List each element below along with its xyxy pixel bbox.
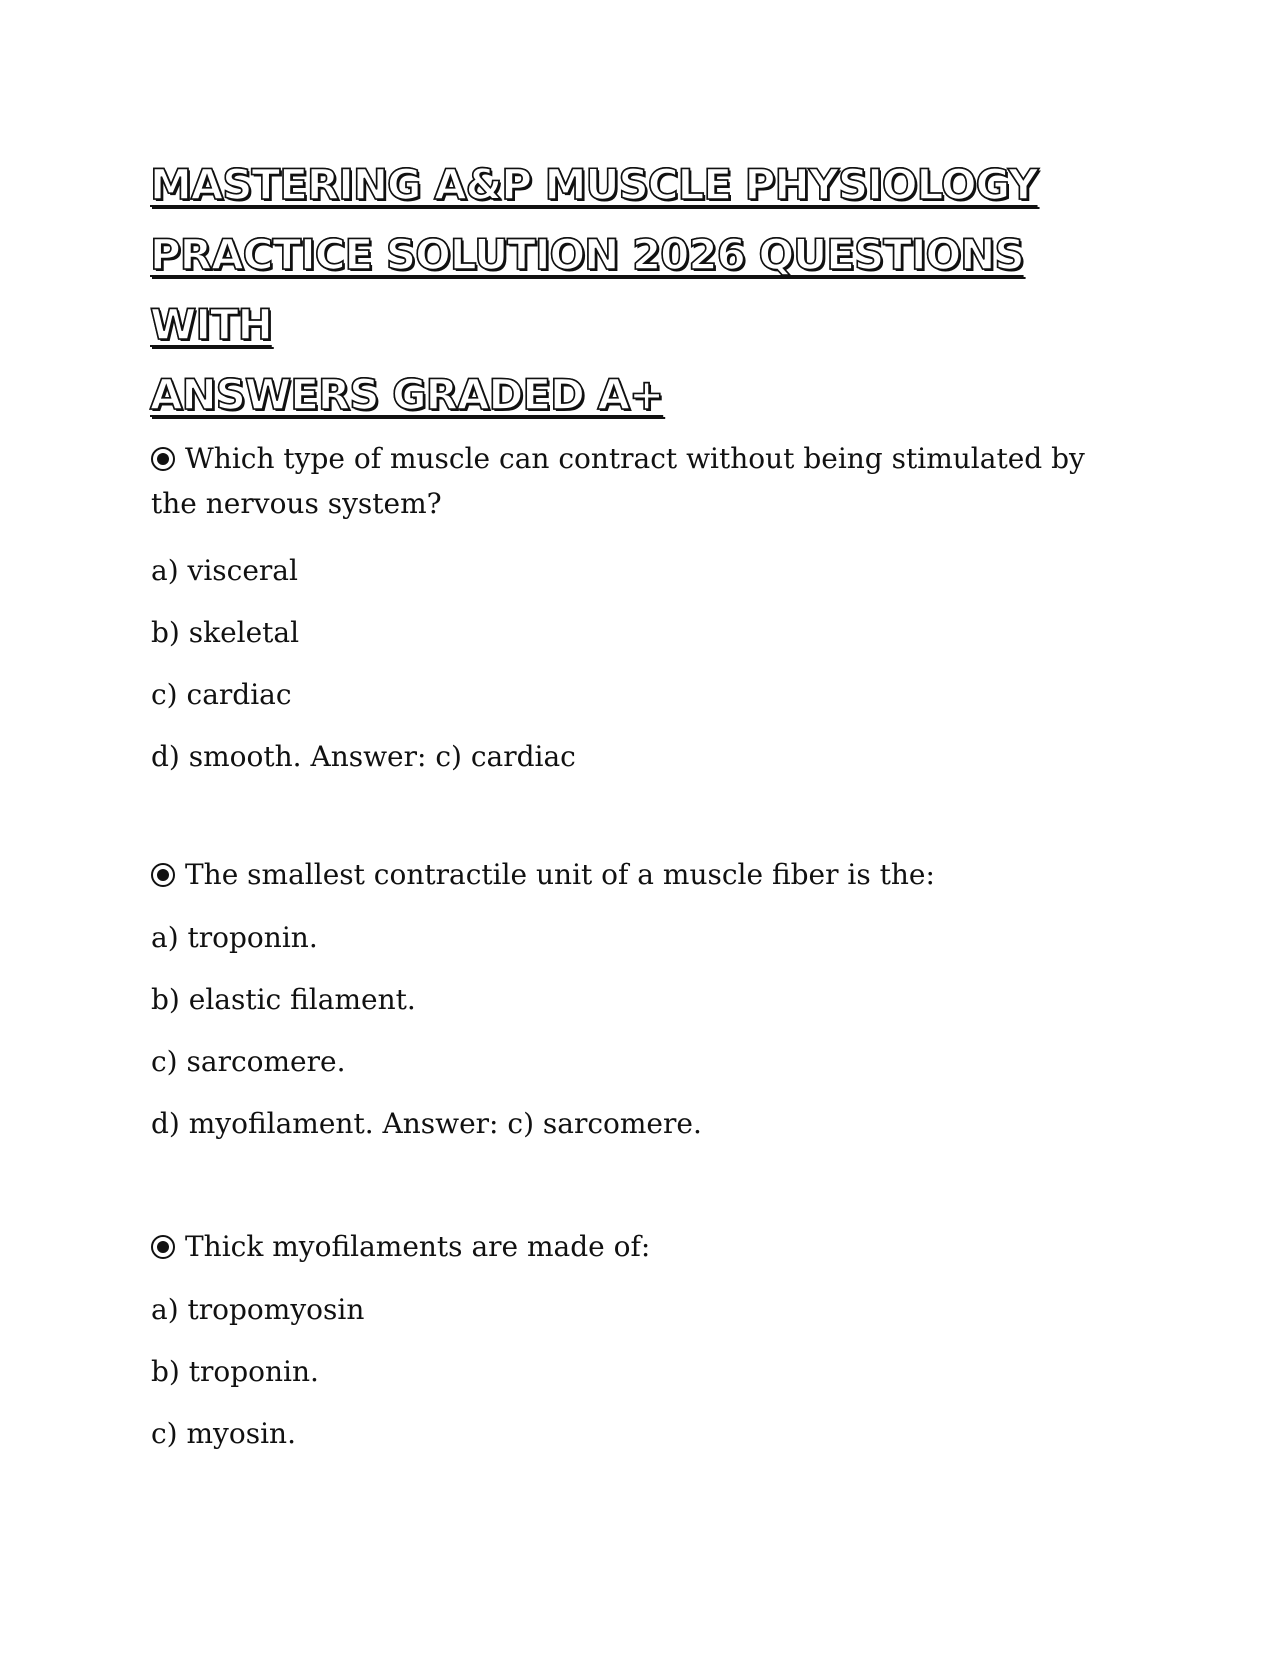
answer-option: d) smooth. Answer: c) cardiac <box>151 740 576 773</box>
answer-option: c) myosin. <box>151 1417 296 1450</box>
question-stem <box>151 436 1131 526</box>
answer-option: a) troponin. <box>151 921 318 954</box>
answer-option: d) myofilament. Answer: c) sarcomere. <box>151 1107 702 1140</box>
answer-option: a) tropomyosin <box>151 1293 365 1326</box>
radio-bullet-icon <box>151 1235 175 1259</box>
question-text: Which type of muscle can contract without being stimulated by the nervous system? <box>151 442 1085 520</box>
question-stem <box>151 1224 1131 1269</box>
title-line: MASTERING A&P MUSCLE PHYSIOLOGY <box>150 160 1038 209</box>
question-block <box>151 852 1131 1155</box>
question-block <box>151 1224 1131 1465</box>
document-title <box>150 150 1150 430</box>
answer-option: b) skeletal <box>151 616 300 649</box>
answer-option: c) sarcomere. <box>151 1045 346 1078</box>
title-line: ANSWERS GRADED A+ <box>150 370 664 419</box>
answer-option: a) visceral <box>151 554 298 587</box>
question-stem <box>151 852 1131 897</box>
question-text: Thick myofilaments are made of: <box>185 1230 651 1263</box>
radio-bullet-icon <box>151 863 175 887</box>
question-text: The smallest contractile unit of a muscle fiber is the: <box>185 858 935 891</box>
answer-options <box>151 1279 1131 1465</box>
title-line: PRACTICE SOLUTION 2026 QUESTIONS WITH <box>150 230 1024 349</box>
answer-option: b) troponin. <box>151 1355 319 1388</box>
answer-options <box>151 540 1131 788</box>
answer-option: b) elastic filament. <box>151 983 416 1016</box>
question-block <box>151 436 1131 788</box>
answer-options <box>151 907 1131 1155</box>
answer-option: c) cardiac <box>151 678 292 711</box>
radio-bullet-icon <box>151 447 175 471</box>
